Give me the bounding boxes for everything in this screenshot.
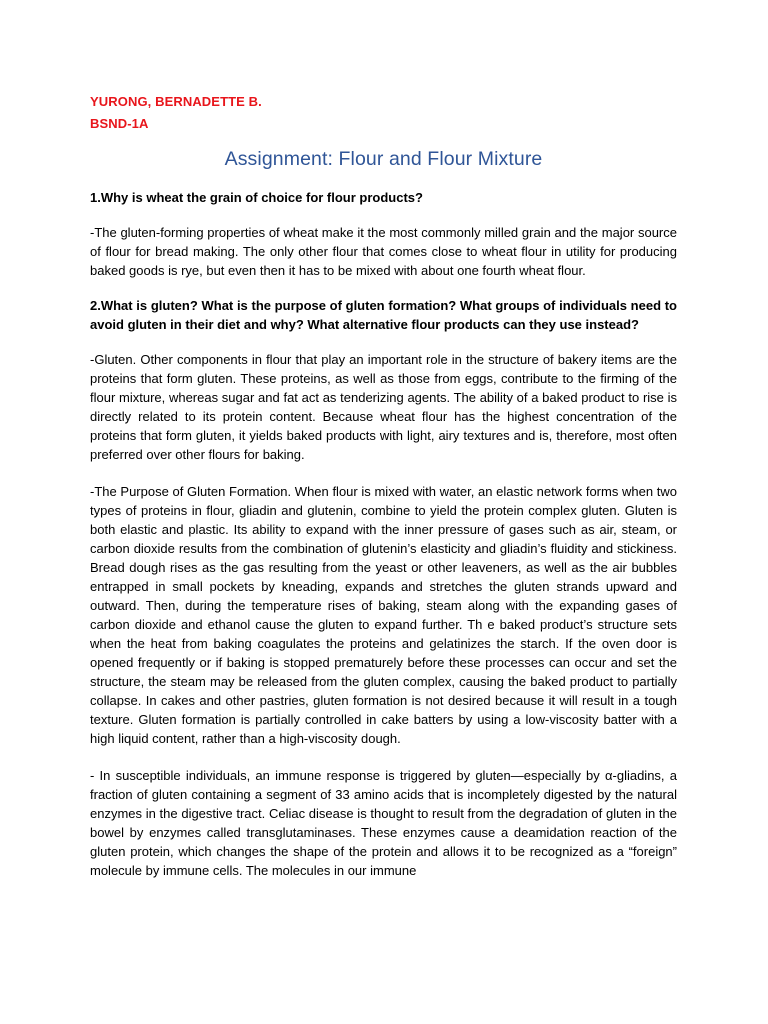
question-1: 1.Why is wheat the grain of choice for flour products? [90,190,423,205]
author-name: YURONG, BERNADETTE B. [90,94,262,109]
author-section: BSND-1A [90,116,149,131]
answer-2-gluten: -Gluten. Other components in flour that play an important role in the structure of bakery items are the proteins that form gluten. These proteins, as well as those from eggs, contribute to the firming of the flour mixture, whereas sugar and fat act as tenderizing agents. The ability of a baked product to rise is directly related to its protein content. Because wheat flour has the highest concentration of the proteins that form gluten, it yields baked products with light, airy textures and is, therefore, most often preferred over other flours for baking. [90,352,677,462]
question-2: 2.What is gluten? What is the purpose of gluten formation? What groups of individuals need to avoid gluten in their diet and why? What alternative flour products can they use instead? [90,298,677,332]
document-page [90,92,677,880]
answer-2-susceptible: - In susceptible individuals, an immune response is triggered by gluten—especially by α-gliadins, a fraction of gluten containing a segment of 33 amino acids that is incompletely digested by the natural enzymes in the digestive tract. Celiac disease is thought to result from the degradation of gluten in the bowel by enzymes called transglutaminases. These enzymes cause a deamidation reaction of the gluten protein, which changes the shape of the protein and allows it to be recognized as a “foreign” molecule by immune cells. The molecules in our immune [90,768,677,878]
answer-1: -The gluten-forming properties of wheat make it the most commonly milled grain and the major source of flour for bread making. The only other flour that comes close to wheat flour in utility for producing baked goods is rye, but even then it has to be mixed with about one fourth wheat flour. [90,225,677,278]
document-title: Assignment: Flour and Flour Mixture [224,148,543,170]
answer-2-purpose: -The Purpose of Gluten Formation. When flour is mixed with water, an elastic network forms when two types of proteins in flour, gliadin and glutenin, combine to yield the protein complex gluten. Gluten is both elastic and plastic. Its ability to expand with the inner pressure of gases such as air, steam, or carbon dioxide results from the combination of glutenin’s elasticity and gliadin’s fluidity and stickiness. Bread dough rises as the gas resulting from the yeast or other leaveners, as well as the air bubbles entrapped in small pockets by kneading, expands and stretches the gluten strands upward and outward. Then, during the temperature rises of baking, steam along with the expanding gases of carbon dioxide and ethanol cause the gluten to expand further. Th e baked product’s structure sets when the heat from baking coagulates the proteins and gelatinizes the starch. If the oven door is opened frequently or if baking is stopped prematurely before these processes can occur and set the structure, the steam may be released from the gluten complex, causing the baked product to partially collapse. In cakes and other pastries, gluten formation is not desired because it will result in a tough texture. Gluten formation is partially controlled in cake batters by using a low-viscosity batter with a high liquid content, rather than a high-viscosity dough. [90,484,677,746]
